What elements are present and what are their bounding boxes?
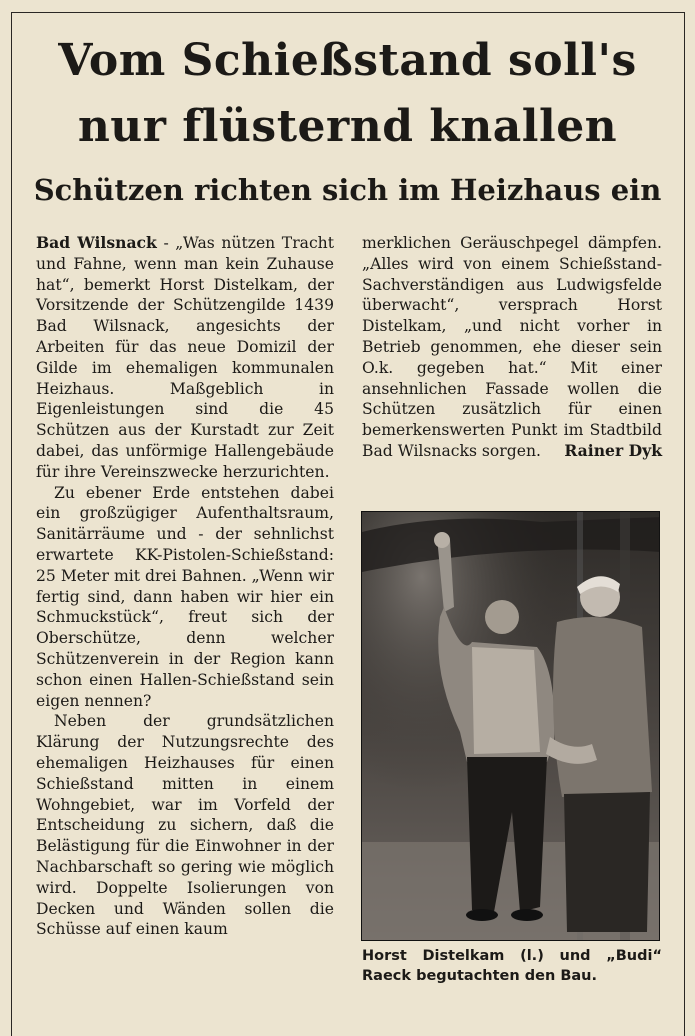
article-column-left [36, 233, 334, 940]
dateline: Bad Wilsnack [36, 233, 157, 252]
paragraph-4-text: merklichen Geräuschpegel dämpfen. „Alles wird von einem Schießstand-Sachverständigen aus Ludwigsfelde überwacht“, versprach Horst Distelkam, „und nicht vorher in Betrieb genommen, ehe dieser sein O.k. gegeben hat.“ Mit einer ansehnlichen Fassade wollen die Schützen zusätzlich für einen bemerkenswerten Punkt im Stadtbild Bad Wilsnacks sorgen. [362, 234, 662, 460]
paragraph-2: Zu ebener Erde entstehen dabei ein großzügiger Aufenthaltsraum, Sanitärräume und - der sehnlichst erwartete KK-Pistolen-Schießstand: 25 Meter mit drei Bahnen. „Wenn wir fertig sind, dann haben wir hier ein Schmuckstück“, freut sich der Oberschütze, denn welcher Schützenverein in der Region kann schon einen Hallen-Schießstand sein eigen nennen? [36, 483, 334, 710]
article-column-right [362, 233, 662, 462]
paragraph-3: Neben der grundsätzlichen Klärung der Nutzungsrechte des ehemaligen Heizhauses für einen Schießstand mitten in einem Wohngebiet, war im Vorfeld der Entscheidung zu sichern, daß die Belästigung für die Einwohner in der Nachbarschaft so gering wie möglich wird. Doppelte Isolierungen von Decken und Wänden sollen die Schüsse auf einen kaum [36, 712, 334, 939]
article-photo [361, 511, 660, 941]
paragraph-1-text: - „Was nützen Tracht und Fahne, wenn man kein Zuhause hat“, bemerkt Horst Distelkam, der Vorsitzende der Schützengilde 1439 Bad Wilsnack, angesichts der Arbeiten für das neue Domizil der Gilde im ehemaligen kommunalen Heizhaus. Maßgeblich in Eigenleistungen sind die 45 Schützen aus der Kurstadt zur Zeit dabei, das unförmige Hallengebäude für ihre Vereinszwecke herzurichten. [36, 234, 334, 481]
headline-line-1: Vom Schießstand soll's [58, 35, 637, 86]
author-byline: Rainer Dyk [564, 440, 662, 460]
photo-image [362, 512, 660, 941]
subheadline: Schützen richten sich im Heizhaus ein [33, 173, 662, 207]
paragraph-1 [36, 233, 334, 483]
photo-caption: Horst Distelkam (l.) und „Budi“ Raeck begutachten den Bau. [362, 948, 662, 984]
paragraph-4 [362, 233, 662, 462]
headline-line-2: nur flüsternd knallen [77, 101, 618, 152]
